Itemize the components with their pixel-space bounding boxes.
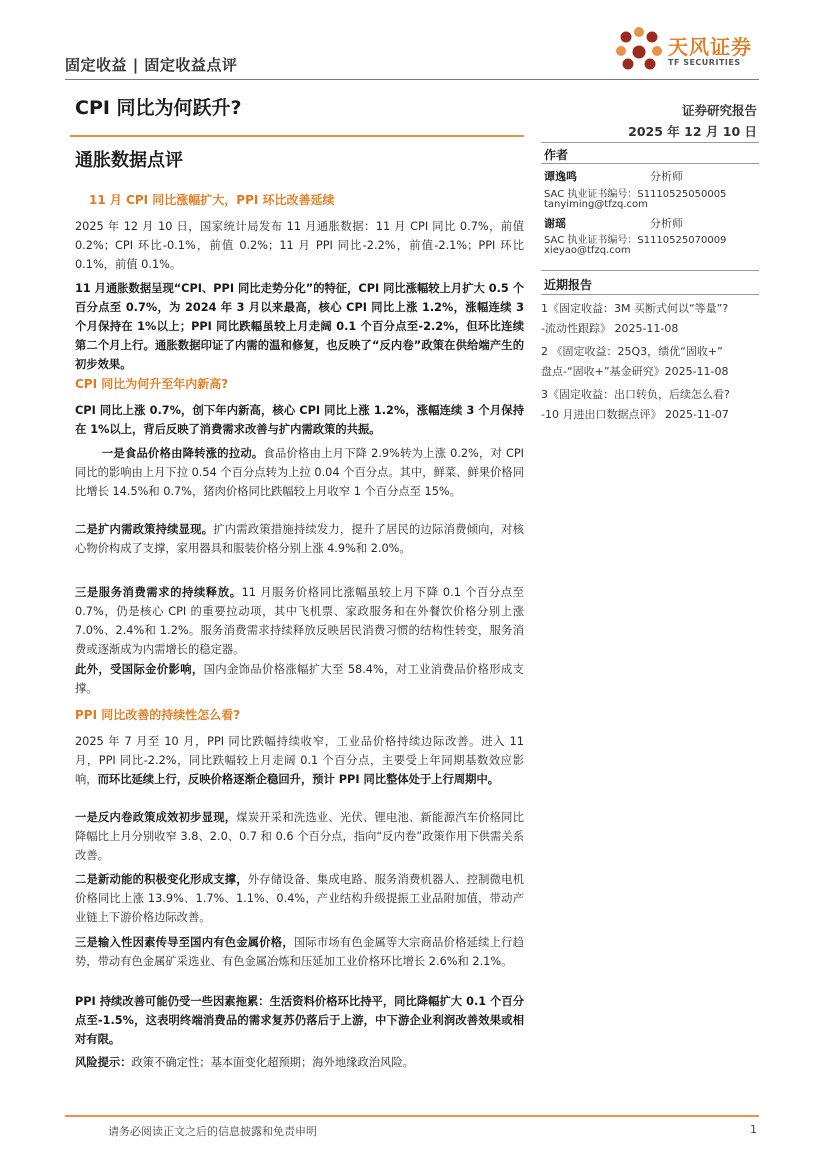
recent-report-3-line2: -10 月进出口数据点评》 2025-11-07 — [541, 408, 729, 421]
page-number: 1 — [750, 1123, 757, 1136]
author-2-cert: SAC 执业证书编号：S1110525070009 — [544, 235, 727, 246]
page-subtitle: 通胀数据点评 — [75, 150, 183, 171]
author-1-name: 谭逸鸣 — [544, 170, 577, 183]
paragraph-4-text: 食品价格由上月下降 2.9%转为上涨 0.2%，对 CPI 同比的影响由上月下拉 0.54 个百分点转为上拉 0.04 个百分点。其中，鲜菜、鲜果价格同比增长 14.5%和 0.7%，猪肉价格同比跌幅较上月收窄 1 个百分点至 15%。 — [75, 447, 524, 498]
title-divider — [70, 135, 524, 137]
author-1-email[interactable]: tanyiming@tfzq.com — [544, 199, 648, 210]
tf-securities-logo-icon — [612, 22, 666, 76]
paragraph-11-text: 国际市场有色金属等大宗商品价格延续上行趋势，带动有色金属矿采选业、有色金属冶炼和压延加工业价格环比增长 2.6%和 2.1%。 — [75, 936, 524, 968]
paragraph-6-text: 11 月服务价格同比涨幅虽较上月下降 0.1 个百分点至 0.7%，仍是核心 CPI 的重要拉动项，其中飞机票、家政服务和在外餐饮价格分别上涨 7.0%、2.4%和 1.2%。服务消费需求持续释放反映居民消费习惯的结构性转变，服务消费或逐渐成为内需增长的稳定器。 — [75, 586, 524, 656]
paragraph-6 — [75, 583, 524, 659]
recent-report-2-line1: 2 《固定收益：25Q3，绩优“固收+” — [541, 345, 723, 358]
report-type: 证券研究报告 — [681, 103, 757, 118]
paragraph-8 — [75, 732, 524, 789]
recent-top-divider — [541, 270, 759, 271]
paragraph-5-lead: 二是扩内需政策持续显现。 — [75, 523, 214, 536]
paragraph-3: CPI 同比上涨 0.7%，创下年内新高，核心 CPI 同比上涨 1.2%，涨幅连续 3 个月保持在 1%以上，背后反映了消费需求改善与扩内需政策的共振。 — [75, 404, 524, 436]
brand-name-cn: 天风证券 — [668, 35, 752, 59]
authors-divider — [541, 163, 759, 164]
report-category: 固定收益 | 固定收益点评 — [65, 56, 238, 74]
paragraph-2: 11 月通胀数据呈现“CPI、PPI 同比走势分化”的特征，CPI 同比涨幅较上月扩大 0.5 个百分点至 0.7%，为 2024 年 3 月以来最高，核心 CPI 同比上涨 1.2%，涨幅连续 3 个月保持在 1%以上；PPI 同比跌幅虽较上月走阔 0.1 个百分点至-2.2%，但环比连续第二个月上行。通胀数据印证了内需的温和修复，也反映了“反内卷”政策在供给端产生的初步效果。 — [75, 282, 524, 371]
paragraph-4-lead: 一是食品价格由降转涨的拉动。 — [101, 447, 264, 460]
paragraph-5 — [75, 520, 524, 558]
paragraph-9 — [75, 808, 524, 865]
recent-report-3[interactable] — [541, 385, 761, 425]
author-2-email[interactable]: xieyao@tfzq.com — [544, 245, 631, 256]
author-1-cert: SAC 执业证书编号：S1110525050005 — [544, 189, 727, 200]
paragraph-7-text: 国内金饰品价格涨幅扩大至 58.4%，对工业消费品价格形成支撑。 — [75, 663, 524, 695]
recent-report-1-line1: 1《固定收益：3M 买断式何以“等量”? — [541, 302, 729, 315]
paragraph-6-lead: 三是服务消费需求的持续释放。 — [75, 586, 242, 599]
paragraph-8-emphasis: 而环比延续上行，反映价格逐渐企稳回升，预计 PPI 同比整体处于上行周期中。 — [97, 773, 500, 786]
paragraph-7 — [75, 660, 524, 698]
sidebar-top-divider — [541, 142, 759, 143]
footer-disclaimer: 请务必阅读正文之后的信息披露和免责申明 — [108, 1125, 317, 1138]
recent-report-3-line1: 3《固定收益：出口转负，后续怎么看? — [541, 388, 730, 401]
paragraph-10 — [75, 870, 524, 927]
risk-warning — [75, 1053, 524, 1072]
brand-name-en: TF SECURITIES — [668, 58, 741, 67]
risk-warning-lead: 风险提示： — [75, 1056, 132, 1069]
author-1-role: 分析师 — [650, 170, 683, 183]
paragraph-11 — [75, 933, 524, 971]
paragraph-11-lead: 三是输入性因素传导至国内有色金属价格， — [75, 936, 294, 949]
paragraph-4 — [75, 444, 524, 501]
paragraph-10-text: 外存储设备、集成电路、服务消费机器人、控制微电机价格同比上涨 13.9%、1.7%、1.1%、0.4%，产业结构升级提振工业品附加值，带动产业链上下游价格边际改善。 — [75, 873, 524, 924]
report-date: 2025 年 12 月 10 日 — [628, 124, 757, 139]
paragraph-8-text: 2025 年 7 月至 10 月，PPI 同比跌幅持续收窄，工业品价格持续边际改善。进入 11 月，PPI 同比-2.2%，同比跌幅较上月走阔 0.1 个百分点，主要受上年同期基数效应影响， — [75, 735, 524, 786]
section-heading-1: 11 月 CPI 同比涨幅扩大，PPI 环比改善延续 — [89, 193, 335, 207]
paragraph-1: 2025 年 12 月 10 日，国家统计局发布 11 月通胀数据：11 月 CPI 同比 0.7%，前值 0.2%；CPI 环比-0.1%，前值 0.2%；11 月 PPI 同比-2.2%，前值-2.1%；PPI 环比 0.1%，前值 0.1%。 — [75, 220, 524, 271]
paragraph-9-lead: 一是反内卷政策成效初步显现， — [75, 811, 237, 824]
footer-divider — [65, 1115, 759, 1117]
recent-report-2[interactable] — [541, 342, 761, 382]
paragraph-12: PPI 持续改善可能仍受一些因素拖累：生活资料价格环比持平，同比降幅扩大 0.1 个百分点至-1.5%，这表明终端消费品的需求复苏仍落后于上游，中下游企业利润改善效果或相对有限。 — [75, 995, 524, 1046]
risk-warning-text: 政策不确定性；基本面变化超预期；海外地缘政治风险。 — [131, 1056, 414, 1069]
header-divider — [65, 79, 759, 80]
author-2-role: 分析师 — [650, 217, 683, 230]
section-heading-3: PPI 同比改善的持续性怎么看? — [75, 708, 241, 722]
recent-report-2-line2: 盘点-“固收+”基金研究》2025-11-08 — [541, 365, 729, 378]
page-title: CPI 同比为何跃升? — [75, 97, 242, 119]
paragraph-10-lead: 二是新动能的积极变化形成支撑， — [75, 873, 248, 886]
recent-reports-heading: 近期报告 — [544, 278, 593, 292]
authors-heading: 作者 — [544, 148, 569, 162]
paragraph-7-lead: 此外，受国际金价影响， — [75, 663, 204, 676]
recent-report-1[interactable] — [541, 299, 761, 339]
recent-report-1-line2: -流动性跟踪》 2025-11-08 — [541, 322, 679, 335]
paragraph-5-text: 扩内需政策措施持续发力，提升了居民的边际消费倾向，对核心物价构成了支撑，家用器具和服装价格分别上涨 4.9%和 2.0%。 — [75, 523, 524, 555]
author-2-name: 谢瑶 — [544, 217, 566, 230]
recent-reports-divider — [541, 294, 759, 295]
section-heading-2: CPI 同比为何升至年内新高? — [75, 377, 229, 391]
paragraph-9-text: 煤炭开采和洗选业、光伏、锂电池、新能源汽车价格同比降幅比上月分别收窄 3.8、2.0、0.7 和 0.6 个百分点，指向“反内卷”政策作用下供需关系改善。 — [75, 811, 524, 862]
